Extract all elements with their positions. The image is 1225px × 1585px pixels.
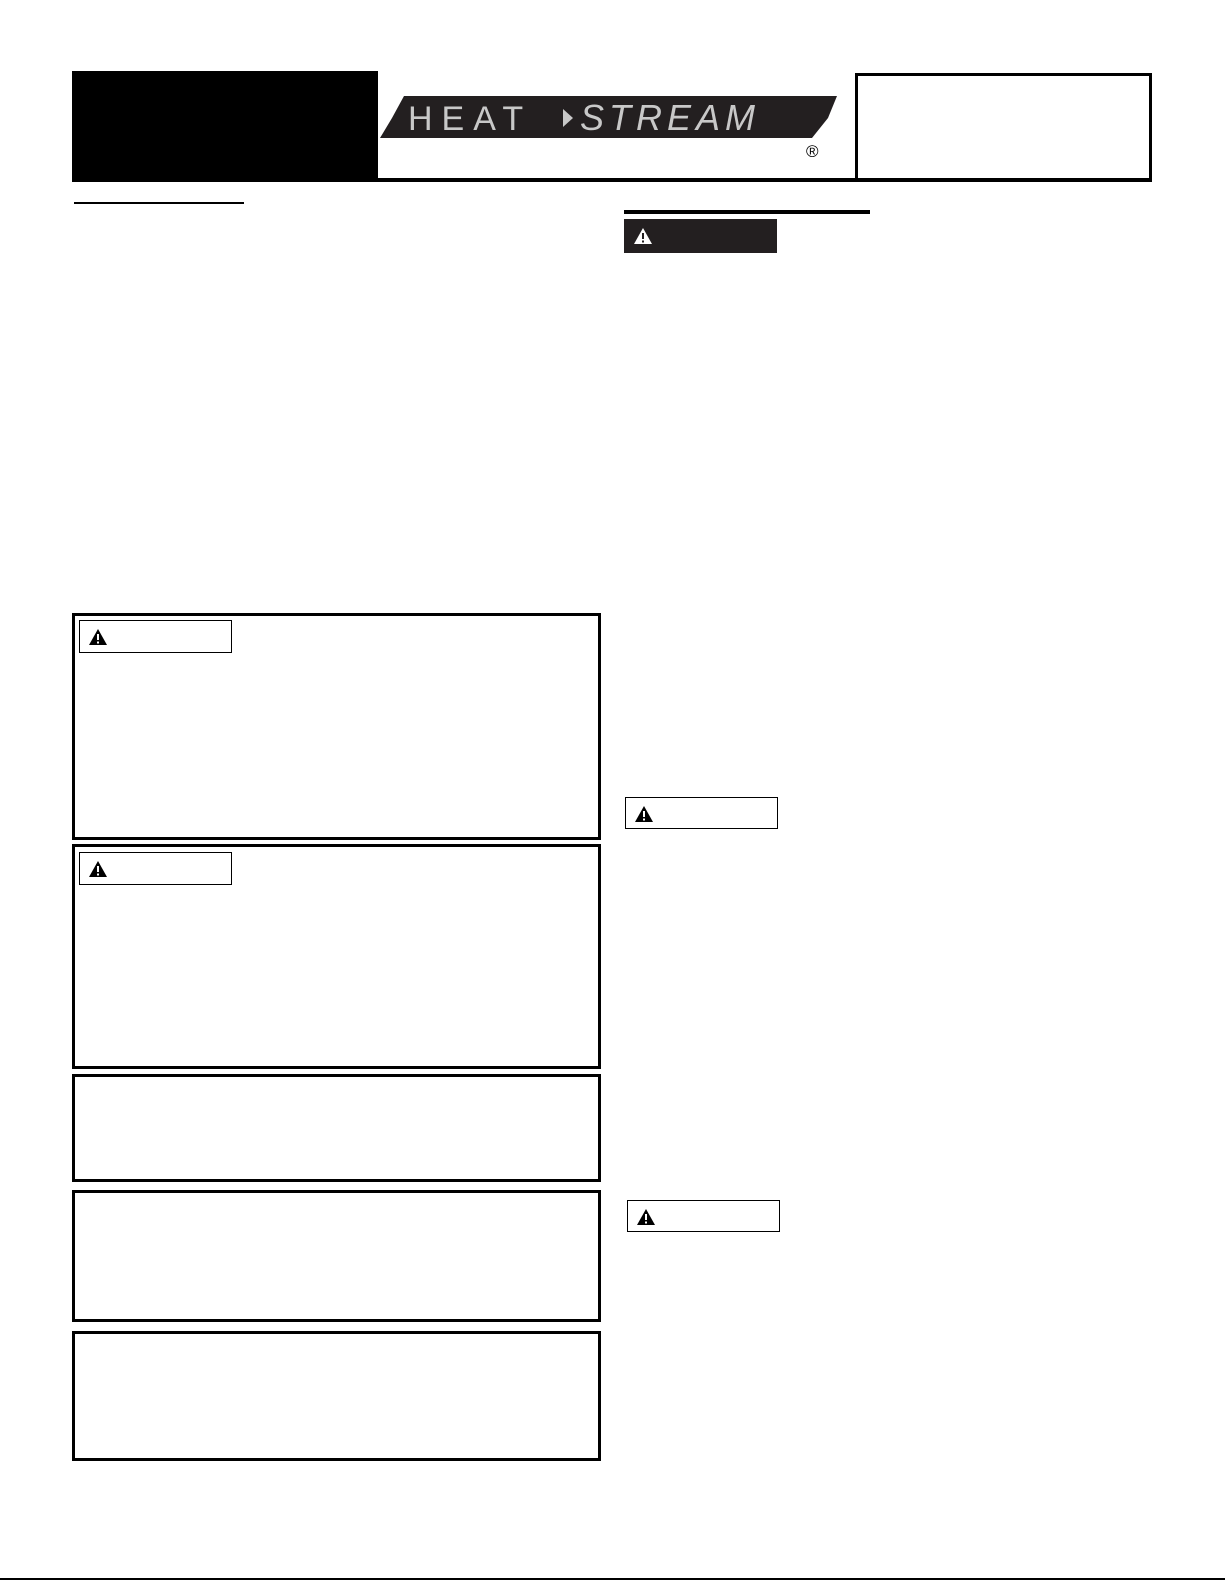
header-rule (72, 178, 1152, 182)
header-black-block (72, 71, 378, 178)
warning-label-dark (624, 219, 777, 253)
notice-box-2 (72, 1190, 601, 1322)
warning-triangle-icon (635, 806, 653, 822)
warning-label-3 (625, 797, 778, 829)
notice-box-1 (72, 1074, 601, 1182)
logo-word-heat: HEAT (408, 100, 533, 138)
registered-mark: ® (806, 142, 819, 161)
notice-box-3 (72, 1331, 601, 1461)
footer-rule (0, 1578, 1225, 1580)
right-section-rule (624, 210, 870, 214)
warning-label-4 (627, 1200, 780, 1232)
warning-label-1 (79, 620, 232, 653)
warning-triangle-icon (637, 1209, 655, 1225)
warning-triangle-icon (89, 861, 107, 877)
header-info-box (855, 73, 1152, 181)
warning-triangle-icon (634, 228, 652, 244)
warning-triangle-icon (89, 629, 107, 645)
heat-stream-logo (380, 94, 845, 164)
logo-word-stream: STREAM (580, 97, 761, 138)
left-section-rule (74, 202, 244, 204)
warning-label-2 (79, 852, 232, 885)
